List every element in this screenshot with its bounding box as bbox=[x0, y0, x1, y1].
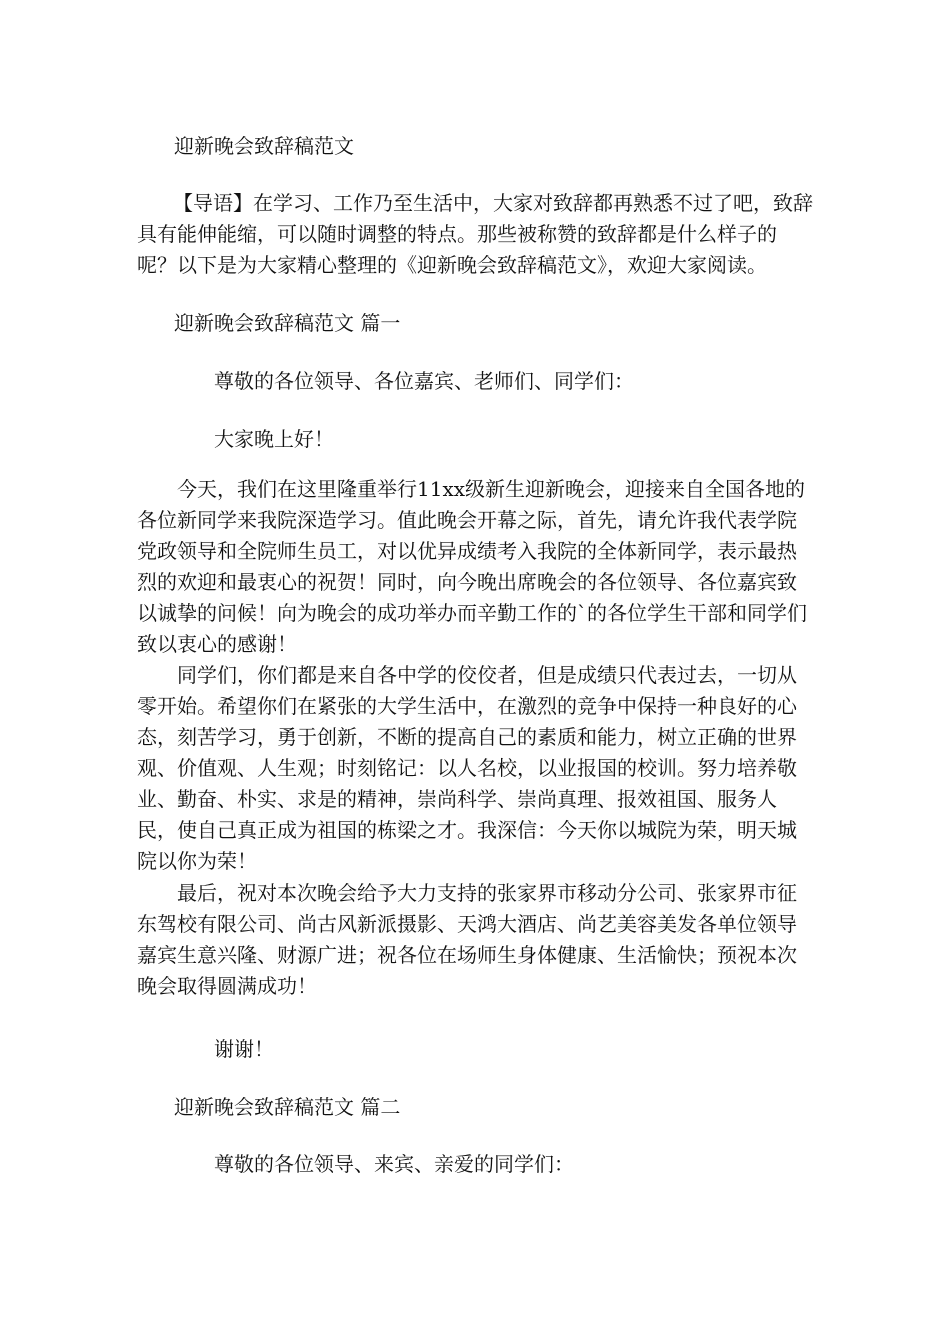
section2-heading: 迎新晚会致辞稿范文 篇二 bbox=[174, 1095, 401, 1119]
section1-closing: 谢谢！ bbox=[214, 1037, 274, 1061]
document-title: 迎新晚会致辞稿范文 bbox=[174, 134, 354, 158]
section2-salutation: 尊敬的各位领导、来宾、亲爱的同学们： bbox=[214, 1152, 574, 1176]
section1-greeting: 大家晚上好！ bbox=[214, 427, 334, 451]
section1-paragraph-2: 同学们，你们都是来自各中学的佼佼者，但是成绩只代表过去，一切从零开始。希望你们在紧张的大学生活中，在激烈的竞争中保持一种良好的心态，刻苦学习，勇于创新，不断的提高自己的素质和能力，树立正确的世界观、价值观、人生观；时刻铭记：以人名校，以业报国的校训。努力培养敬业、勤奋、朴实、求是的精神，崇尚科学、崇尚真理、报效祖国、服务人民，使自己真正成为祖国的栋梁之才。我深信：今天你以城院为荣，明天城院以你为荣！ bbox=[137, 663, 797, 873]
section1-paragraph-3: 最后，祝对本次晚会给予大力支持的张家界市移动分公司、张家界市征东驾校有限公司、尚古风新派摄影、天鸿大酒店、尚艺美容美发各单位领导嘉宾生意兴隆、财源广进；祝各位在场师生身体健康、生活愉快；预祝本次晚会取得圆满成功！ bbox=[137, 881, 797, 998]
section1-paragraph-1: 今天，我们在这里隆重举行11xx级新生迎新晚会，迎接来自全国各地的各位新同学来我院深造学习。值此晚会开幕之际，首先，请允许我代表学院党政领导和全院师生员工，对以优异成绩考入我院的全体新同学，表示最热烈的欢迎和最衷心的祝贺！同时，向今晚出席晚会的各位领导、各位嘉宾致以诚挚的问候！向为晚会的成功举办而辛勤工作的`的各位学生干部和同学们致以衷心的感谢！ bbox=[137, 477, 807, 656]
section1-heading: 迎新晚会致辞稿范文 篇一 bbox=[174, 311, 401, 335]
intro-paragraph: 【导语】在学习、工作乃至生活中，大家对致辞都再熟悉不过了吧，致辞具有能伸能缩，可以随时调整的特点。那些被称赞的致辞都是什么样子的呢？以下是为大家精心整理的《迎新晚会致辞稿范文》，欢迎大家阅读。 bbox=[137, 191, 813, 277]
section1-salutation: 尊敬的各位领导、各位嘉宾、老师们、同学们： bbox=[214, 369, 634, 393]
